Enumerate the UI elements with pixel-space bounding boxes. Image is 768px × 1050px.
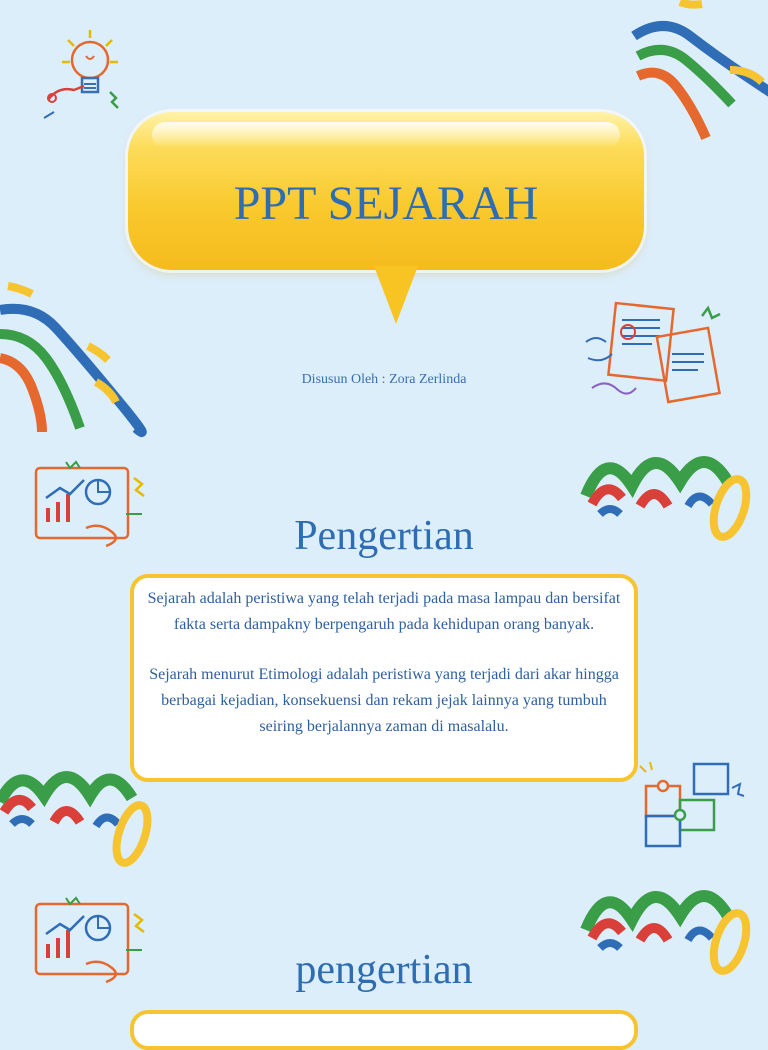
- rainbow-stripes-icon: [630, 0, 768, 150]
- definition-paragraph: Sejarah adalah peristiwa yang telah terjadi pada masa lampau dan bersifat fakta serta dampakny berpengaruh pada kehidupan orang banyak.: [147, 590, 621, 633]
- section-heading: Pengertian: [294, 513, 474, 559]
- definition-paragraph: Sejarah menurut Etimologi adalah peristiwa yang terjadi dari akar hingga berbagai kejadian, konsekuensi dan rekam jejak lainnya yang tumbuh seiring berjalannya zaman di masalalu.: [149, 666, 619, 735]
- puzzle-icon: [638, 760, 746, 852]
- definition-text-box: [130, 1010, 638, 1050]
- author-line: Disusun Oleh : Zora Zerlinda: [301, 372, 467, 387]
- lightbulb-icon: [40, 22, 130, 122]
- ribbon-loops-icon: [0, 762, 156, 870]
- section-heading: pengertian: [295, 947, 473, 993]
- rainbow-stripes-icon: [0, 282, 140, 434]
- page-title: PPT SEJARAH: [233, 177, 539, 230]
- title-banner-tail: [374, 266, 418, 324]
- documents-icon: [582, 298, 742, 414]
- definition-text-box: [130, 574, 638, 782]
